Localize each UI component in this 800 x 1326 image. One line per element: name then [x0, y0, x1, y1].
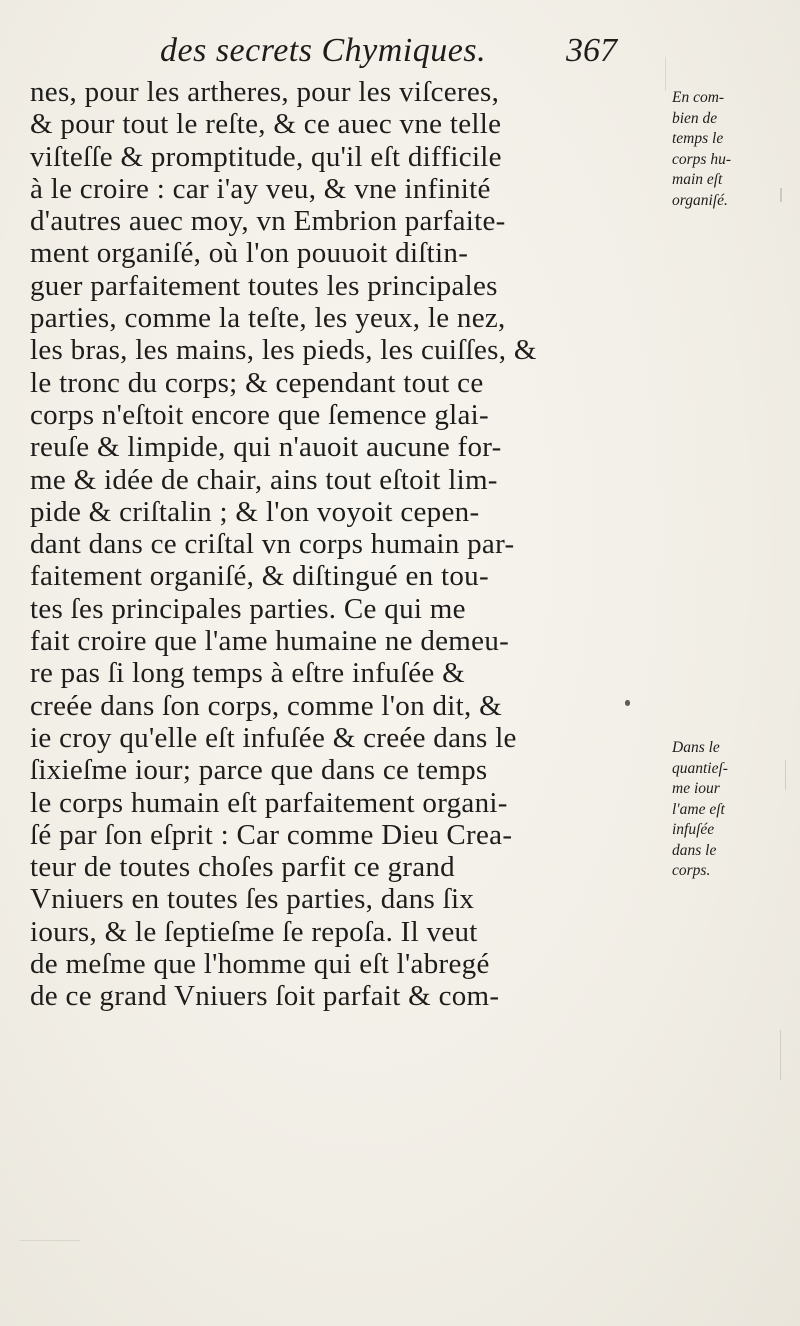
margin-note-line: quantieſ-: [672, 759, 728, 777]
scan-speck: [665, 57, 666, 91]
margin-note-line: organiſé.: [672, 191, 728, 209]
running-title: des secrets Chymiques.: [160, 32, 487, 69]
text-line: ſixieſme iour; parce que dans ce temps: [30, 754, 488, 787]
text-line: re pas ſi long temps à eſtre infuſée &: [30, 657, 465, 690]
scan-speck: [785, 760, 786, 790]
margin-note-line: temps le: [672, 130, 724, 147]
text-line: guer parfaitement toutes les principales: [30, 269, 498, 302]
text-line: creée dans ſon corps, comme l'on dit, &: [30, 689, 502, 722]
text-line: le corps humain eſt parfaitement organi-: [30, 786, 508, 819]
margin-note-line: En com-: [672, 89, 725, 106]
text-line: nes, pour les artheres, pour les viſceres,: [30, 76, 500, 108]
scan-speck: [780, 188, 782, 202]
text-line: à le croire : car i'ay veu, & vne infinité: [30, 172, 491, 205]
text-line: faitement organiſé, & diſtingué en tou-: [30, 560, 489, 593]
text-line: ment organiſé, où l'on pouuoit diſtin-: [30, 237, 469, 270]
text-line: ie croy qu'elle eſt infuſée & creée dans le: [30, 721, 517, 754]
body-text: [30, 76, 650, 1013]
text-line: teur de toutes choſes parfit ce grand: [30, 851, 455, 884]
margin-note-line: corps hu-: [672, 150, 731, 168]
text-line: & pour tout le reſte, & ce auec vne telle: [30, 108, 502, 141]
page-header: [30, 32, 710, 72]
text-line: dant dans ce criſtal vn corps humain par-: [30, 528, 515, 561]
text-line: Vniuers en toutes ſes parties, dans ſix: [30, 883, 475, 916]
margin-note: [672, 88, 797, 211]
text-line: de meſme que l'homme qui eſt l'abregé: [30, 948, 490, 981]
text-line: d'autres auec moy, vn Embrion parfaite-: [30, 205, 506, 238]
text-line: reuſe & limpide, qui n'auoit aucune for-: [30, 431, 502, 464]
text-line: ſé par ſon eſprit : Car comme Dieu Crea-: [30, 818, 513, 851]
text-line: le tronc du corps; & cependant tout ce: [30, 366, 484, 399]
margin-note-line: bien de: [672, 109, 718, 127]
text-line: pide & criſtalin ; & l'on voyoit cepen-: [30, 495, 480, 528]
margin-note: [672, 738, 797, 882]
margin-note-line: dans le: [672, 841, 717, 859]
text-line: fait croire que l'ame humaine ne demeu-: [30, 625, 510, 658]
text-line: les bras, les mains, les pieds, les cuiſſes, &: [30, 334, 537, 367]
margin-note-line: l'ame eſt: [672, 800, 725, 818]
text-line: de ce grand Vniuers ſoit parfait & com-: [30, 980, 500, 1013]
text-line: viſteſſe & promptitude, qu'il eſt difficile: [30, 140, 502, 173]
margin-note-line: main eſt: [672, 171, 723, 188]
text-line: me & idée de chair, ains tout eſtoit lim-: [30, 463, 498, 496]
scan-speck: [20, 1240, 80, 1241]
margin-note-line: infuſée: [672, 821, 715, 838]
margin-note-line: Dans le: [672, 739, 720, 756]
margin-note-line: corps.: [672, 862, 711, 879]
margin-note-line: me iour: [672, 780, 720, 797]
text-line: tes ſes principales parties. Ce qui me: [30, 592, 466, 625]
text-line: corps n'eſtoit encore que ſemence glai-: [30, 398, 489, 431]
scan-speck: [625, 700, 630, 706]
scan-speck: [780, 1030, 781, 1080]
text-line: parties, comme la teſte, les yeux, le nez,: [30, 302, 506, 335]
page-number: 367: [566, 32, 617, 69]
text-line: iours, & le ſeptieſme ſe repoſa. Il veut: [30, 915, 478, 948]
